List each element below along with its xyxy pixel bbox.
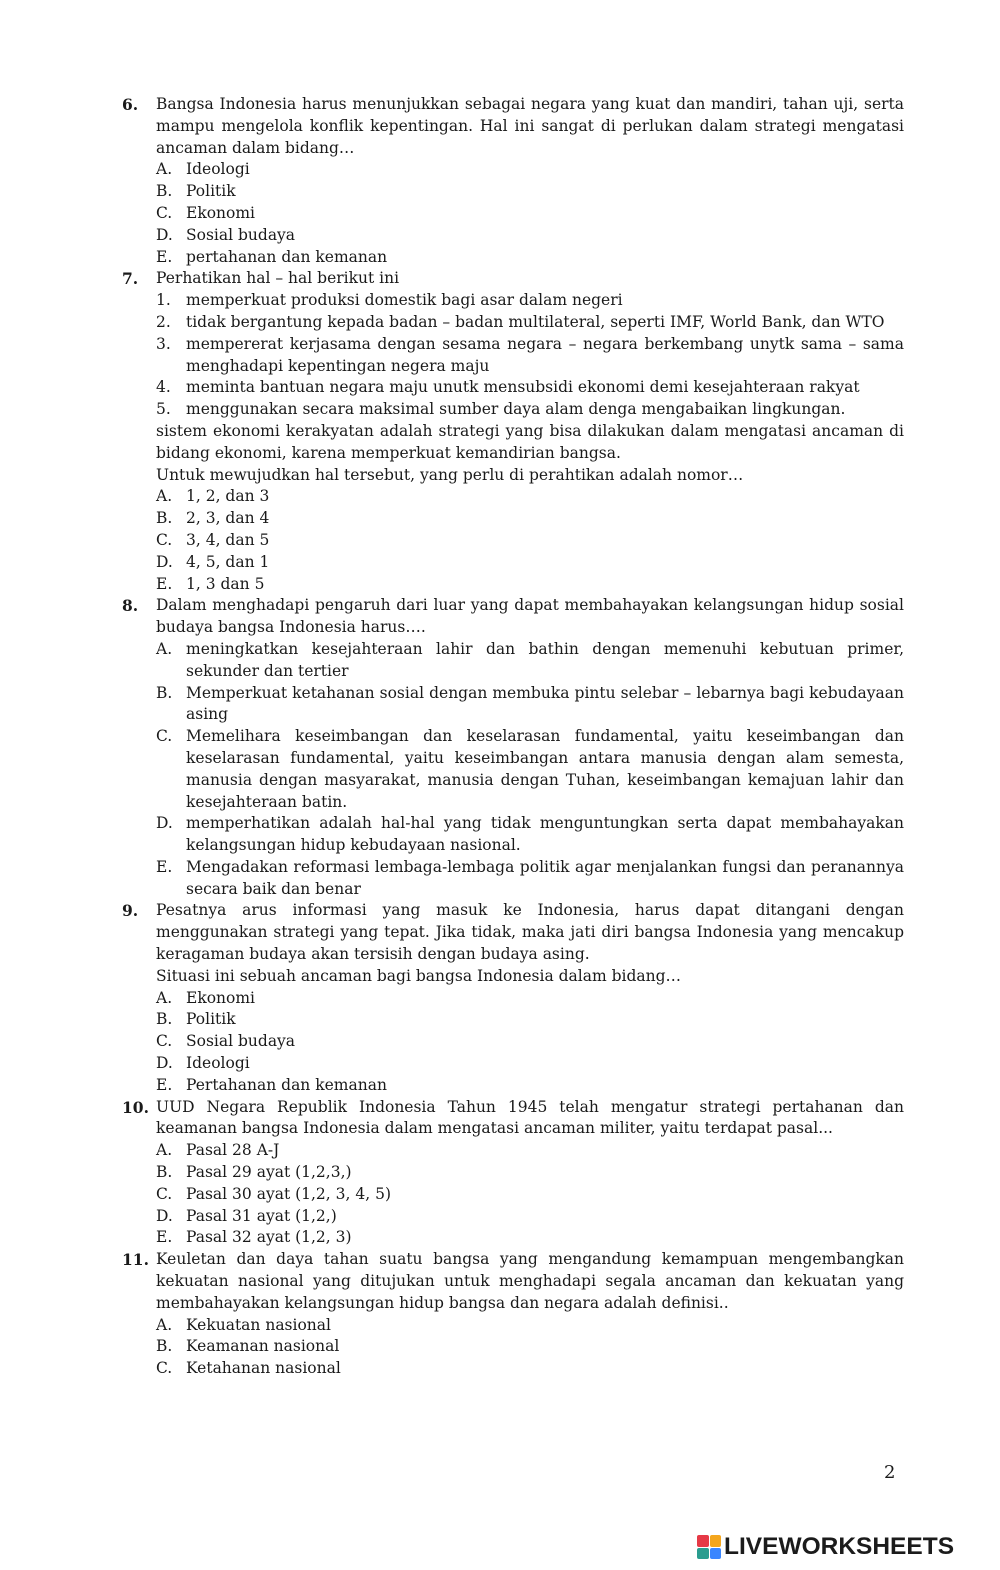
option-text: meningkatkan kesejahteraan lahir dan bathin dengan memenuhi kebutuan primer, sekunder dan tertier: [186, 639, 904, 680]
option-a[interactable]: [156, 159, 904, 181]
option-label: E.: [156, 574, 173, 593]
option-text: Pasal 30 ayat (1,2, 3, 4, 5): [186, 1184, 391, 1203]
option-text: memperhatikan adalah hal-hal yang tidak menguntungkan serta dapat membahayakan kelangsungan hidup kebudayaan nasional.: [186, 814, 904, 855]
option-text: Pasal 29 ayat (1,2,3,): [186, 1163, 352, 1182]
statement-4: [156, 377, 904, 399]
option-b[interactable]: [156, 1162, 904, 1184]
option-text: Ideologi: [186, 160, 250, 179]
statement-list: [156, 290, 904, 421]
option-text: 3, 4, dan 5: [186, 530, 270, 549]
option-label: C.: [156, 530, 173, 549]
option-d[interactable]: [156, 813, 904, 857]
page-number: 2: [884, 1462, 896, 1483]
option-text: Politik: [186, 1010, 236, 1029]
question-number: 6.: [122, 95, 139, 114]
option-label: C.: [156, 203, 173, 222]
option-label: D.: [156, 1206, 173, 1225]
option-d[interactable]: [156, 225, 904, 247]
option-list: [156, 1140, 904, 1249]
question-list: [122, 94, 904, 1380]
liveworksheets-logo: [697, 1532, 954, 1562]
option-c[interactable]: [156, 1358, 904, 1380]
option-list: [156, 988, 904, 1097]
statement-3: [156, 334, 904, 378]
question-number: 10.: [122, 1097, 149, 1117]
logo-square-red: [697, 1535, 709, 1547]
option-label: E.: [156, 1075, 173, 1094]
option-label: A.: [156, 487, 173, 506]
option-label: D.: [156, 814, 173, 833]
option-b[interactable]: [156, 508, 904, 530]
statement-label: 1.: [156, 291, 171, 310]
option-label: D.: [156, 225, 173, 244]
option-c[interactable]: [156, 203, 904, 225]
option-label: E.: [156, 857, 173, 876]
option-label: D.: [156, 1054, 173, 1073]
option-text: Ideologi: [186, 1054, 250, 1073]
statement-2: [156, 312, 904, 334]
option-label: A.: [156, 1315, 173, 1334]
question-text: Bangsa Indonesia harus menunjukkan sebagai negara yang kuat dan mandiri, tahan uji, serta mampu mengelola konflik kepentingan. Hal ini sangat di perlukan dalam strategi mengatasi ancaman dalam bidang…: [156, 95, 904, 157]
option-label: B.: [156, 1163, 173, 1182]
option-b[interactable]: [156, 1009, 904, 1031]
option-label: C.: [156, 1032, 173, 1051]
option-label: B.: [156, 182, 173, 201]
question-prompt: Untuk mewujudkan hal tersebut, yang perlu di perahtikan adalah nomor…: [156, 465, 744, 484]
option-text: 2, 3, dan 4: [186, 509, 270, 528]
option-label: A.: [156, 1141, 173, 1160]
question-10: [122, 1097, 904, 1250]
statement-text: memperkuat produksi domestik bagi asar dalam negeri: [186, 291, 623, 310]
option-d[interactable]: [156, 1206, 904, 1228]
option-b[interactable]: [156, 1336, 904, 1358]
option-e[interactable]: [156, 247, 904, 269]
statement-text: menggunakan secara maksimal sumber daya alam denga mengabaikan lingkungan.: [186, 400, 846, 419]
option-label: A.: [156, 988, 173, 1007]
question-6: [122, 94, 904, 268]
option-text: Sosial budaya: [186, 1032, 296, 1051]
option-c[interactable]: [156, 726, 904, 813]
option-label: E.: [156, 247, 173, 266]
option-b[interactable]: [156, 181, 904, 203]
statement-text: tidak bergantung kepada badan – badan multilateral, seperti IMF, World Bank, dan WTO: [186, 312, 885, 331]
question-text: UUD Negara Republik Indonesia Tahun 1945 telah mengatur strategi pertahanan dan keamanan bangsa Indonesia dalam mengatasi ancaman militer, yaitu terdapat pasal...: [156, 1097, 904, 1138]
option-text: Ekonomi: [186, 203, 256, 222]
statement-5: [156, 399, 904, 421]
option-text: Mengadakan reformasi lembaga-lembaga politik agar menjalankan fungsi dan peranannya secara baik dan benar: [186, 857, 904, 898]
option-label: C.: [156, 1359, 173, 1378]
question-number: 11.: [122, 1250, 149, 1270]
question-prompt: Situasi ini sebuah ancaman bagi bangsa Indonesia dalam bidang…: [156, 966, 682, 985]
brand-name: LIVEWORKSHEETS: [724, 1533, 955, 1560]
statement-label: 4.: [156, 378, 171, 397]
question-number: 7.: [122, 269, 139, 289]
option-e[interactable]: [156, 574, 904, 596]
option-list: [156, 486, 904, 595]
option-a[interactable]: [156, 1315, 904, 1337]
option-text: Memelihara keseimbangan dan keselarasan fundamental, yaitu keseimbangan dan keselarasan fundamental, yaitu keseimbangan antara manusia dengan alam semesta, manusia dengan masyarakat, manusia dengan Tuhan, keseimbangan kemajuan lahir dan kesejahteraan batin.: [186, 727, 904, 811]
option-text: 1, 2, dan 3: [186, 487, 270, 506]
logo-square-green: [697, 1548, 709, 1560]
option-text: 4, 5, dan 1: [186, 552, 270, 571]
option-text: Pertahanan dan kemanan: [186, 1075, 387, 1094]
logo-square-blue: [710, 1548, 722, 1560]
option-label: C.: [156, 1184, 173, 1203]
question-number: 9.: [122, 901, 139, 921]
question-11: [122, 1249, 904, 1380]
statement-1: [156, 290, 904, 312]
option-label: C.: [156, 727, 173, 746]
question-paragraph: sistem ekonomi kerakyatan adalah strategi yang bisa dilakukan dalam mengatasi ancaman di bidang ekonomi, karena memperkuat kemandirian bangsa.: [156, 421, 904, 462]
option-list: [156, 639, 904, 901]
option-label: B.: [156, 683, 173, 702]
option-list: [156, 1315, 904, 1380]
option-d[interactable]: [156, 552, 904, 574]
option-c[interactable]: [156, 1031, 904, 1053]
option-e[interactable]: [156, 857, 904, 901]
logo-mark-icon: [697, 1535, 721, 1559]
question-text: Pesatnya arus informasi yang masuk ke Indonesia, harus dapat ditangani dengan menggunakan strategi yang tepat. Jika tidak, maka jati diri bangsa Indonesia yang mencakup keragaman budaya akan tersisih dengan budaya asing.: [156, 901, 904, 964]
question-text: Keuletan dan daya tahan suatu bangsa yang mengandung kemampuan mengembangkan kekuatan nasional yang ditujukan untuk menghadapi segala ancaman dan kekuatan yang membahayakan kelangsungan hidup bangsa dan negara adalah definisi..: [156, 1250, 904, 1312]
statement-label: 2.: [156, 312, 171, 331]
option-a[interactable]: [156, 988, 904, 1010]
option-label: A.: [156, 639, 173, 658]
option-text: Ketahanan nasional: [186, 1359, 341, 1378]
logo-square-yellow: [710, 1535, 722, 1547]
option-text: Ekonomi: [186, 988, 256, 1007]
option-a[interactable]: [156, 639, 904, 683]
question-9: [122, 900, 904, 1096]
question-text: Perhatikan hal – hal berikut ini: [156, 269, 400, 288]
option-text: Keamanan nasional: [186, 1337, 340, 1356]
option-d[interactable]: [156, 1053, 904, 1075]
option-text: Pasal 28 A-J: [186, 1141, 280, 1160]
question-7: [122, 268, 904, 595]
option-e[interactable]: [156, 1075, 904, 1097]
option-label: E.: [156, 1228, 173, 1247]
option-text: Politik: [186, 182, 236, 201]
option-b[interactable]: [156, 683, 904, 727]
option-text: Memperkuat ketahanan sosial dengan membuka pintu selebar – lebarnya bagi kebudayaan asing: [186, 683, 904, 724]
option-text: 1, 3 dan 5: [186, 574, 265, 593]
option-text: pertahanan dan kemanan: [186, 247, 388, 266]
statement-label: 3.: [156, 334, 171, 353]
option-label: B.: [156, 1337, 173, 1356]
option-label: B.: [156, 509, 173, 528]
question-number: 8.: [122, 596, 139, 616]
statement-text: mempererat kerjasama dengan sesama negara – negara berkembang unytk sama – sama menghadapi kepentingan negera maju: [186, 334, 904, 375]
statement-text: meminta bantuan negara maju unutk mensubsidi ekonomi demi kesejahteraan rakyat: [186, 378, 860, 397]
question-8: [122, 595, 904, 900]
option-text: Pasal 31 ayat (1,2,): [186, 1206, 337, 1225]
option-text: Pasal 32 ayat (1,2, 3): [186, 1228, 352, 1247]
option-label: B.: [156, 1010, 173, 1029]
option-a[interactable]: [156, 486, 904, 508]
option-label: D.: [156, 552, 173, 571]
option-text: Sosial budaya: [186, 225, 296, 244]
option-c[interactable]: [156, 1184, 904, 1206]
option-list: [156, 159, 904, 268]
option-c[interactable]: [156, 530, 904, 552]
option-label: A.: [156, 160, 173, 179]
option-text: Kekuatan nasional: [186, 1315, 331, 1334]
option-e[interactable]: [156, 1227, 904, 1249]
statement-label: 5.: [156, 400, 171, 419]
option-a[interactable]: [156, 1140, 904, 1162]
question-text: Dalam menghadapi pengaruh dari luar yang dapat membahayakan kelangsungan hidup sosial budaya bangsa Indonesia harus….: [156, 596, 904, 637]
